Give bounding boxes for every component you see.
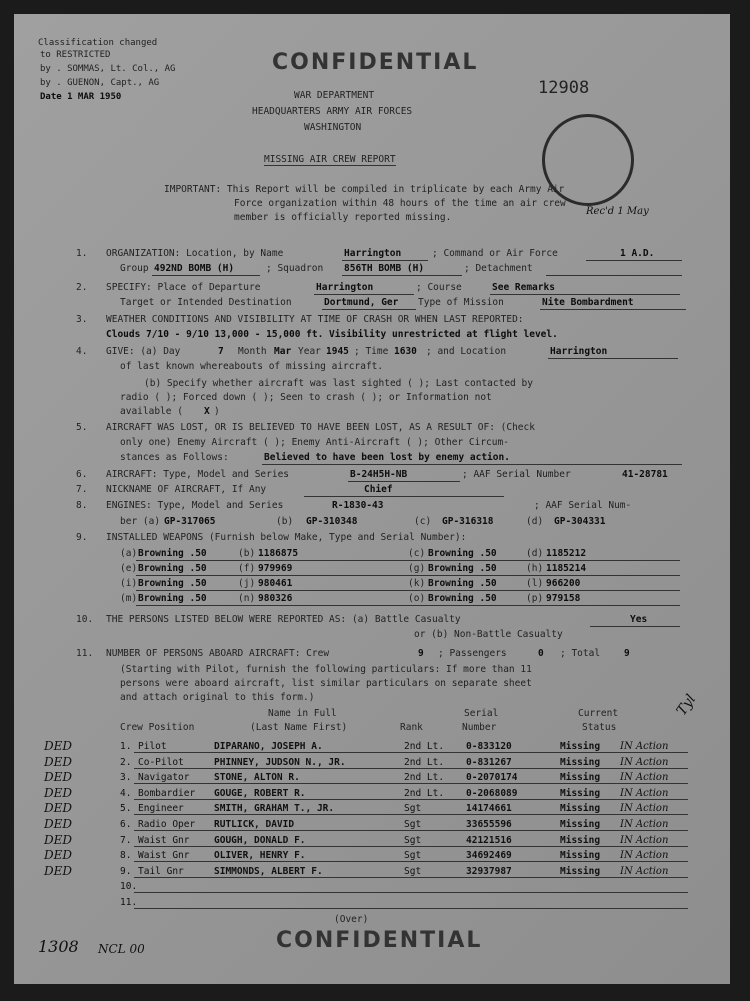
weapon-l4: (p) bbox=[526, 593, 544, 604]
s11-line-3: persons were aboard aircraft, list similar particulars on separate sheet bbox=[120, 678, 532, 689]
crew-pos: Radio Oper bbox=[138, 819, 196, 830]
s1-detachment-label: ; Detachment bbox=[464, 263, 533, 274]
crew-n: 3. bbox=[120, 772, 132, 784]
crew-serial: 0-2068089 bbox=[466, 787, 518, 799]
crew-serial: 0-833120 bbox=[466, 741, 512, 752]
weapon-m3: Browning .50 bbox=[428, 563, 497, 574]
s11-crew-label: NUMBER OF PERSONS ABOARD AIRCRAFT: Crew bbox=[106, 648, 330, 659]
s5-line-1: AIRCRAFT WAS LOST, OR IS BELIEVED TO HAVE BEEN LOST, AS A RESULT OF: (Check bbox=[106, 422, 535, 433]
crew-rank: 2nd Lt. bbox=[404, 787, 445, 799]
s8-engine-a: GP-317065 bbox=[164, 516, 216, 527]
s2-course-label: ; Course bbox=[416, 282, 462, 293]
s1-label: ORGANIZATION: Location, by Name bbox=[106, 248, 284, 259]
important-line-3: member is officially reported missing. bbox=[234, 212, 452, 223]
s4-day-label: GIVE: (a) Day bbox=[106, 346, 181, 357]
s9-label: INSTALLED WEAPONS (Furnish below Make, Type and Serial Number): bbox=[106, 532, 467, 543]
classification-line-2: to RESTRICTED bbox=[40, 50, 111, 60]
important-line-2: Force organization within 48 hours of the time an air crew bbox=[234, 198, 566, 209]
crew-mark: DED bbox=[44, 770, 73, 785]
s1-squadron-label: ; Squadron bbox=[266, 263, 324, 274]
margin-note: 1308 bbox=[38, 937, 79, 956]
crew-serial: 32937987 bbox=[466, 865, 512, 877]
classification-date: Date 1 MAR 1950 bbox=[40, 92, 122, 102]
s4-month: Mar bbox=[274, 346, 292, 357]
s3-weather: Clouds 7/10 - 9/10 13,000 - 15,000 ft. Visibility unrestricted at flight level. bbox=[106, 329, 558, 340]
s2-target: Dortmund, Ger bbox=[324, 297, 399, 308]
weapon-l: (e) bbox=[120, 563, 138, 574]
crew-n: 10. bbox=[120, 881, 138, 893]
s8-c-label: (c) bbox=[414, 516, 432, 527]
header-hq-aaf: HEADQUARTERS ARMY AIR FORCES bbox=[252, 106, 413, 117]
crew-row-rule bbox=[134, 814, 688, 815]
crew-name: OLIVER, HENRY F. bbox=[214, 850, 306, 862]
crew-rank: Sgt bbox=[404, 834, 422, 846]
col-position-header: Crew Position bbox=[120, 722, 195, 733]
crew-row-rule bbox=[134, 768, 688, 769]
crew-serial: 33655596 bbox=[466, 819, 512, 830]
s5-number: 5. bbox=[76, 422, 88, 433]
crew-status: Missing bbox=[560, 803, 601, 815]
crew-mark: DED bbox=[44, 848, 73, 863]
crew-n: 7. bbox=[120, 834, 132, 846]
crew-row-rule bbox=[134, 752, 688, 753]
crew-rank: 2nd Lt. bbox=[404, 772, 445, 784]
crew-name: GOUGH, DONALD F. bbox=[214, 834, 306, 846]
s11-total-label: ; Total bbox=[560, 648, 601, 659]
table-row bbox=[14, 880, 730, 893]
col-name-header-1: Name in Full bbox=[268, 708, 337, 719]
crew-pos: Pilot bbox=[138, 741, 167, 752]
s8-engine-c: GP-316318 bbox=[442, 516, 494, 527]
crew-note: IN Action bbox=[620, 819, 669, 830]
crew-rank: Sgt bbox=[404, 865, 422, 877]
s1-group-label: Group bbox=[120, 263, 149, 274]
s11-number: 11. bbox=[76, 648, 94, 659]
weapon-l3: (k) bbox=[408, 578, 426, 589]
header-washington: WASHINGTON bbox=[304, 122, 362, 133]
s4-location-label: ; and Location bbox=[426, 346, 507, 357]
crew-mark: DED bbox=[44, 832, 73, 847]
col-name-header-2: (Last Name First) bbox=[250, 722, 348, 733]
crew-pos: Waist Gnr bbox=[138, 834, 190, 846]
table-row bbox=[14, 771, 730, 784]
s4-line-2: of last known whereabouts of missing aircraft. bbox=[120, 361, 384, 372]
s4-year: 1945 bbox=[326, 346, 349, 357]
weapon-l: (a) bbox=[120, 548, 138, 559]
s4-line-5b: ) bbox=[214, 406, 220, 417]
crew-name: PHINNEY, JUDSON N., JR. bbox=[214, 756, 346, 768]
s1-location: Harrington bbox=[344, 248, 402, 259]
s2-target-label: Target or Intended Destination bbox=[120, 297, 292, 308]
crew-note: IN Action bbox=[620, 741, 669, 752]
crew-rank: Sgt bbox=[404, 850, 422, 862]
over-note: (Over) bbox=[334, 914, 369, 925]
weapon-s4: 979158 bbox=[546, 593, 581, 604]
s10-line-2: or (b) Non-Battle Casualty bbox=[414, 629, 563, 640]
crew-pos: Bombardier bbox=[138, 787, 196, 799]
important-line-1: IMPORTANT: This Report will be compiled in triplicate by each Army Air bbox=[164, 184, 565, 195]
margin-note-2: NCL 00 bbox=[98, 942, 145, 956]
crew-n: 8. bbox=[120, 850, 132, 862]
s5-line-3-label: stances as Follows: bbox=[120, 452, 229, 463]
crew-n: 11. bbox=[120, 897, 138, 908]
crew-rank: Sgt bbox=[404, 803, 422, 815]
crew-pos: Engineer bbox=[138, 803, 184, 815]
weapon-s4: 1185212 bbox=[546, 548, 587, 559]
signature-initials: Tyl bbox=[673, 691, 700, 719]
weapon-m3: Browning .50 bbox=[428, 593, 497, 604]
weapon-l4: (l) bbox=[526, 578, 544, 589]
crew-n: 9. bbox=[120, 865, 132, 877]
weapon-row-rule bbox=[136, 560, 680, 561]
s11-line-2: (Starting with Pilot, furnish the following particulars: If more than 11 bbox=[120, 664, 532, 675]
crew-status: Missing bbox=[560, 865, 601, 877]
crew-row-rule bbox=[134, 892, 688, 893]
document-number: 12908 bbox=[538, 78, 590, 98]
s8-label: ENGINES: Type, Model and Series bbox=[106, 500, 284, 511]
s2-mission-label: Type of Mission bbox=[418, 297, 504, 308]
crew-rank: Sgt bbox=[404, 819, 422, 830]
table-row bbox=[14, 849, 730, 862]
crew-mark: DED bbox=[44, 754, 73, 769]
weapon-s2: 979969 bbox=[258, 563, 293, 574]
weapon-m: Browning .50 bbox=[138, 593, 207, 604]
s8-engine-d: GP-304331 bbox=[554, 516, 606, 527]
col-status-header-2: Status bbox=[582, 722, 617, 733]
s5-line-2: only one) Enemy Aircraft ( ); Enemy Anti-Aircraft ( ); Other Circum- bbox=[120, 437, 509, 448]
crew-mark: DED bbox=[44, 863, 73, 878]
s4-line-4: radio ( ); Forced down ( ); Seen to crash ( ); or Information not bbox=[120, 392, 492, 403]
crew-name: DIPARANO, JOSEPH A. bbox=[214, 741, 323, 752]
s1-command-label: ; Command or Air Force bbox=[432, 248, 558, 259]
weapon-l2: (b) bbox=[238, 548, 256, 559]
s6-serial: 41-28781 bbox=[622, 469, 668, 480]
s4-time-label: ; Time bbox=[354, 346, 389, 357]
weapon-row-rule bbox=[136, 575, 680, 576]
weapon-l3: (o) bbox=[408, 593, 426, 604]
weapon-m3: Browning .50 bbox=[428, 578, 497, 589]
crew-row-rule bbox=[134, 799, 688, 800]
confidential-stamp-top: CONFIDENTIAL bbox=[272, 50, 479, 75]
s4-line-5a: available ( bbox=[120, 406, 183, 417]
crew-pos: Waist Gnr bbox=[138, 850, 190, 862]
crew-n: 5. bbox=[120, 803, 132, 815]
s5-cause: Believed to have been lost by enemy action. bbox=[264, 452, 510, 463]
crew-row-rule bbox=[134, 830, 688, 831]
crew-row-rule bbox=[134, 783, 688, 784]
table-row bbox=[14, 865, 730, 878]
crew-note: IN Action bbox=[620, 756, 669, 768]
s3-number: 3. bbox=[76, 314, 88, 325]
crew-pos: Co-Pilot bbox=[138, 756, 184, 768]
s10-battle-casualty: Yes bbox=[630, 614, 648, 625]
crew-serial: 14174661 bbox=[466, 803, 512, 815]
crew-status: Missing bbox=[560, 756, 601, 768]
classification-line-4: by . GUENON, Capt., AG bbox=[40, 78, 160, 88]
s11-line-4: and attach original to this form.) bbox=[120, 692, 315, 703]
crew-pos: Tail Gnr bbox=[138, 865, 184, 877]
crew-row-rule bbox=[134, 877, 688, 878]
s1-number: 1. bbox=[76, 248, 88, 259]
weapon-row-rule bbox=[136, 590, 680, 591]
document-page bbox=[14, 14, 730, 984]
crew-status: Missing bbox=[560, 819, 601, 830]
crew-name: STONE, ALTON R. bbox=[214, 772, 300, 784]
col-rank-header: Rank bbox=[400, 722, 423, 733]
table-row bbox=[14, 740, 730, 753]
weapon-s2: 980461 bbox=[258, 578, 293, 589]
crew-serial: 0-2070174 bbox=[466, 772, 518, 784]
weapon-s2: 980326 bbox=[258, 593, 293, 604]
weapon-m: Browning .50 bbox=[138, 578, 207, 589]
s10-number: 10. bbox=[76, 614, 94, 625]
received-stamp-text: Rec'd 1 May bbox=[586, 206, 649, 217]
header-war-department: WAR DEPARTMENT bbox=[294, 90, 375, 101]
crew-row-rule bbox=[134, 861, 688, 862]
weapon-l: (m) bbox=[120, 593, 138, 604]
crew-status: Missing bbox=[560, 741, 601, 752]
weapon-m: Browning .50 bbox=[138, 563, 207, 574]
s7-nickname: Chief bbox=[364, 484, 393, 495]
crew-mark: DED bbox=[44, 785, 73, 800]
crew-note: IN Action bbox=[620, 850, 669, 862]
weapon-m3: Browning .50 bbox=[428, 548, 497, 559]
crew-n: 2. bbox=[120, 756, 132, 768]
weapon-s2: 1186875 bbox=[258, 548, 299, 559]
s6-label: AIRCRAFT: Type, Model and Series bbox=[106, 469, 290, 480]
s2-number: 2. bbox=[76, 282, 88, 293]
classification-line-3: by . SOMMAS, Lt. Col., AG bbox=[40, 64, 176, 74]
weapon-s4: 1185214 bbox=[546, 563, 587, 574]
s10-line-1: THE PERSONS LISTED BELOW WERE REPORTED AS: (a) Battle Casualty bbox=[106, 614, 461, 625]
s11-crew: 9 bbox=[418, 648, 424, 659]
s6-number: 6. bbox=[76, 469, 88, 480]
crew-name: SIMMONDS, ALBERT F. bbox=[214, 865, 323, 877]
table-row bbox=[14, 896, 730, 909]
weapon-l2: (n) bbox=[238, 593, 256, 604]
crew-rank: 2nd Lt. bbox=[404, 741, 445, 752]
crew-mark: DED bbox=[44, 801, 73, 816]
s4-location: Harrington bbox=[550, 346, 608, 357]
s4-not-available-mark: X bbox=[204, 406, 210, 417]
table-row bbox=[14, 787, 730, 800]
s1-command: 1 A.D. bbox=[620, 248, 655, 259]
crew-serial: 42121516 bbox=[466, 834, 512, 846]
weapon-l2: (f) bbox=[238, 563, 256, 574]
crew-n: 1. bbox=[120, 741, 132, 752]
crew-mark: DED bbox=[44, 739, 73, 753]
crew-serial: 34692469 bbox=[466, 850, 512, 862]
weapon-l3: (c) bbox=[408, 548, 426, 559]
s8-serial-label: ; AAF Serial Num- bbox=[534, 500, 632, 511]
s4-number: 4. bbox=[76, 346, 88, 357]
s8-number: 8. bbox=[76, 500, 88, 511]
weapon-l4: (h) bbox=[526, 563, 544, 574]
weapon-l4: (d) bbox=[526, 548, 544, 559]
weapon-l2: (j) bbox=[238, 578, 256, 589]
s11-passengers: 0 bbox=[538, 648, 544, 659]
s7-number: 7. bbox=[76, 484, 88, 495]
crew-name: SMITH, GRAHAM T., JR. bbox=[214, 803, 335, 815]
col-status-header-1: Current bbox=[578, 708, 619, 719]
s4-month-label: Month bbox=[238, 346, 267, 357]
s2-departure: Harrington bbox=[316, 282, 374, 293]
crew-name: GOUGE, ROBERT R. bbox=[214, 787, 306, 799]
crew-status: Missing bbox=[560, 850, 601, 862]
crew-note: IN Action bbox=[620, 834, 669, 846]
s2-mission: Nite Bombardment bbox=[542, 297, 634, 308]
table-row bbox=[14, 818, 730, 831]
s8-engine-type: R-1830-43 bbox=[332, 500, 384, 511]
s6-serial-label: ; AAF Serial Number bbox=[462, 469, 571, 480]
s11-total: 9 bbox=[624, 648, 630, 659]
s8-b-label: (b) bbox=[276, 516, 294, 527]
table-row bbox=[14, 834, 730, 847]
s11-passengers-label: ; Passengers bbox=[438, 648, 507, 659]
weapon-row-rule bbox=[136, 605, 680, 606]
crew-note: IN Action bbox=[620, 772, 669, 784]
col-serial-header-2: Number bbox=[462, 722, 497, 733]
crew-note: IN Action bbox=[620, 865, 669, 877]
s1-squadron: 856TH BOMB (H) bbox=[344, 263, 425, 274]
table-row bbox=[14, 802, 730, 815]
s8-engine-b: GP-310348 bbox=[306, 516, 358, 527]
classification-line-1: Classification changed bbox=[38, 38, 158, 48]
s4-time: 1630 bbox=[394, 346, 417, 357]
s2-course: See Remarks bbox=[492, 282, 555, 293]
s2-label: SPECIFY: Place of Departure bbox=[106, 282, 261, 293]
crew-rank: 2nd Lt. bbox=[404, 756, 445, 768]
weapon-l3: (g) bbox=[408, 563, 426, 574]
s7-label: NICKNAME OF AIRCRAFT, If Any bbox=[106, 484, 267, 495]
weapon-m: Browning .50 bbox=[138, 548, 207, 559]
table-row bbox=[14, 756, 730, 769]
crew-note: IN Action bbox=[620, 787, 669, 799]
crew-note: IN Action bbox=[620, 803, 669, 815]
crew-n: 6. bbox=[120, 819, 132, 830]
crew-status: Missing bbox=[560, 834, 601, 846]
s6-type: B-24H5H-NB bbox=[350, 469, 408, 480]
s4-day: 7 bbox=[218, 346, 224, 357]
s8-a-label: ber (a) bbox=[120, 516, 161, 527]
crew-row-rule bbox=[134, 846, 688, 847]
s4-year-label: Year bbox=[298, 346, 321, 357]
weapon-s4: 966200 bbox=[546, 578, 581, 589]
confidential-stamp-bottom: CONFIDENTIAL bbox=[276, 928, 483, 953]
crew-status: Missing bbox=[560, 772, 601, 784]
crew-n: 4. bbox=[120, 787, 132, 799]
crew-mark: DED bbox=[44, 817, 73, 831]
crew-status: Missing bbox=[560, 787, 601, 799]
s8-d-label: (d) bbox=[526, 516, 544, 527]
crew-serial: 0-831267 bbox=[466, 756, 512, 768]
s4-line-3: (b) Specify whether aircraft was last sighted ( ); Last contacted by bbox=[144, 378, 533, 389]
report-title: MISSING AIR CREW REPORT bbox=[264, 154, 396, 165]
s9-number: 9. bbox=[76, 532, 88, 543]
s3-label: WEATHER CONDITIONS AND VISIBILITY AT TIME OF CRASH OR WHEN LAST REPORTED: bbox=[106, 314, 524, 325]
s1-group: 492ND BOMB (H) bbox=[154, 263, 235, 274]
crew-row-rule bbox=[134, 908, 688, 909]
weapon-l: (i) bbox=[120, 578, 138, 589]
crew-name: RUTLICK, DAVID bbox=[214, 819, 295, 830]
crew-pos: Navigator bbox=[138, 772, 190, 784]
col-serial-header-1: Serial bbox=[464, 708, 499, 719]
